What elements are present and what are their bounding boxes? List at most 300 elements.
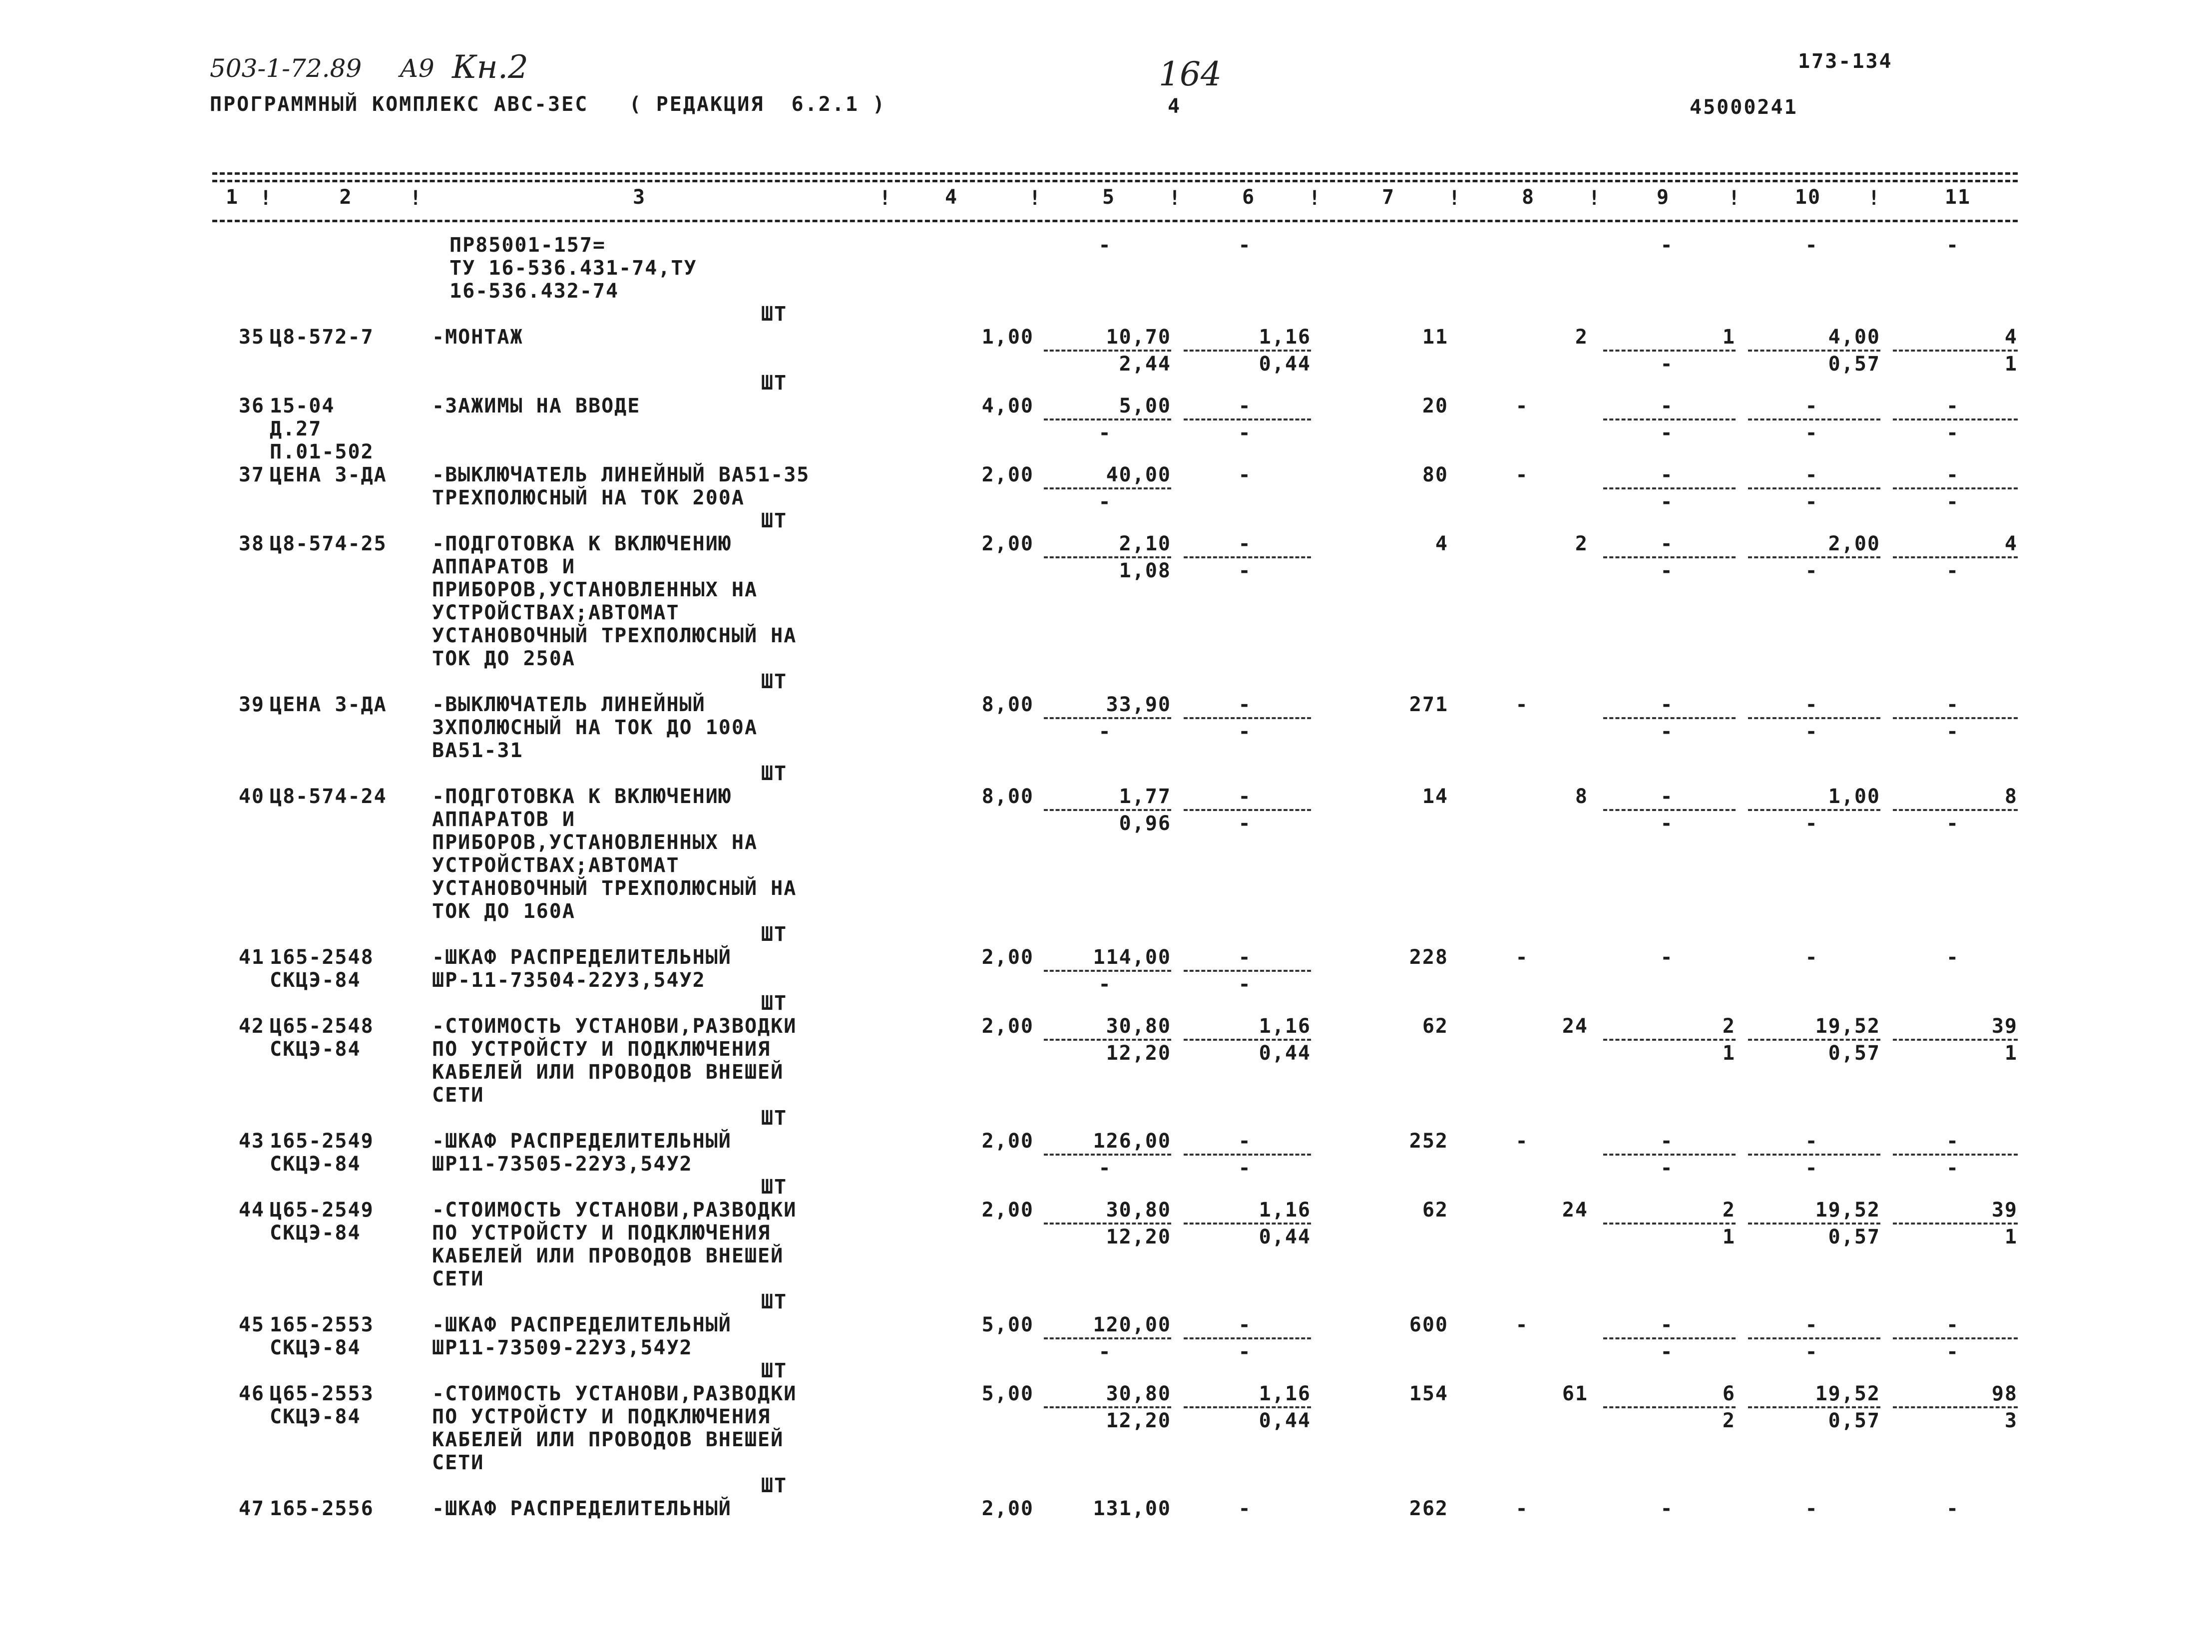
row-divider-c6 [1184,350,1311,352]
row-c9: - [1660,532,1674,555]
row-divider-c9 [1603,1223,1736,1225]
carry-mark-c6: - [1238,234,1252,257]
row-c7: 11 [1422,326,1448,349]
row-divider-c10 [1748,717,1880,719]
row-divider-c10 [1748,418,1880,420]
row-c6: 1,16 [1259,1199,1311,1222]
row-c5: 126,00 [1093,1130,1171,1153]
row-quantity: 5,00 [981,1382,1034,1405]
carry-text-line: ПР85001-157= [449,234,606,257]
row-code: Ц8-574-25 [270,532,387,555]
row-divider-c9 [1603,717,1736,719]
row-c8: - [1515,1497,1529,1520]
row-code: 165-2553 [270,1313,374,1336]
row-c9: - [1660,463,1674,486]
column-header-4: 4 [944,186,958,209]
row-c11-second: 1 [2004,1042,2018,1065]
row-c11: - [1946,1497,1960,1520]
row-c11: - [1946,946,1960,969]
row-quantity: 2,00 [981,1130,1034,1153]
row-divider-c11 [1893,1337,2018,1339]
row-c10-second: - [1805,490,1818,513]
unit-label: ШТ [761,1107,788,1130]
row-c6: - [1238,463,1252,486]
row-divider-c6 [1184,1154,1311,1156]
row-divider-c10 [1748,1039,1880,1041]
row-divider-c11 [1893,717,2018,719]
row-name: -СТОИМОСТЬ УСТАНОВИ,РАЗВОДКИ [432,1382,797,1405]
column-header-5: 5 [1102,186,1116,209]
row-c7: 252 [1409,1130,1448,1153]
row-code: Ц65-2548 [270,1015,374,1038]
row-divider-c6 [1184,418,1311,420]
row-code: ЦЕНА 3-ДА [270,463,387,486]
row-c9-second: - [1660,812,1674,835]
row-divider-c6 [1184,809,1311,811]
row-divider-c5 [1044,350,1171,352]
row-c8: - [1515,1313,1529,1336]
row-c7: 62 [1422,1015,1448,1038]
row-divider-c9 [1603,1337,1736,1339]
column-separator: ! [879,187,892,210]
sheet-number: 4 [1168,95,1182,118]
row-c11-second: - [1946,490,1960,513]
row-name: АППАРАТОВ И [432,555,575,578]
row-c8: 2 [1575,532,1588,555]
row-c11: - [1946,395,1960,417]
column-header-11: 11 [1944,186,1971,209]
row-c10-second: - [1805,559,1818,582]
row-c9: - [1660,946,1674,969]
row-c8: - [1515,395,1529,417]
row-c8: 24 [1562,1199,1588,1222]
row-code: СКЦЭ-84 [270,1038,361,1061]
row-c8: 2 [1575,326,1588,349]
row-name: ПРИБОРОВ,УСТАНОВЛЕННЫХ НА [432,831,758,854]
row-code: Ц8-572-7 [270,326,374,349]
row-name: ШР-11-73504-22У3,54У2 [432,969,706,992]
row-name: КАБЕЛЕЙ ИЛИ ПРОВОДОВ ВНЕШЕЙ [432,1428,784,1451]
row-c11-second: - [1946,1157,1960,1180]
row-quantity: 4,00 [981,395,1034,417]
row-number: 37 [238,463,265,486]
row-code: 165-2556 [270,1497,374,1520]
row-divider-c9 [1603,1406,1736,1408]
row-name: ПО УСТРОЙСТУ И ПОДКЛЮЧЕНИЯ [432,1405,771,1428]
row-c11-second: - [1946,559,1960,582]
row-quantity: 2,00 [981,1199,1034,1222]
row-c5: 120,00 [1093,1313,1171,1336]
row-name: ТРЕХПОЛЮСНЫЙ НА ТОК 200А [432,486,745,509]
row-c9: - [1660,785,1674,808]
row-c5: 131,00 [1093,1497,1171,1520]
row-c6-second: - [1238,1340,1252,1363]
row-c9-second: - [1660,559,1674,582]
row-name: -ШКАФ РАСПРЕДЕЛИТЕЛЬНЫЙ [432,1130,732,1153]
row-c9: - [1660,693,1674,716]
row-c5-second: - [1098,720,1112,743]
row-divider-c6 [1184,1406,1311,1408]
row-c5: 10,70 [1106,326,1171,349]
row-c8: - [1515,946,1529,969]
row-c5: 40,00 [1106,463,1171,486]
row-c5-second: 12,20 [1106,1042,1171,1065]
row-c9-second: 1 [1722,1042,1736,1065]
carry-mark-c11: - [1946,234,1960,257]
row-code: 165-2548 [270,946,374,969]
row-name: ПРИБОРОВ,УСТАНОВЛЕННЫХ НА [432,578,758,601]
unit-label: ШТ [761,372,788,395]
column-separator: ! [1868,187,1881,210]
row-quantity: 8,00 [981,785,1034,808]
row-name: АППАРАТОВ И [432,808,575,831]
row-divider-c9 [1603,556,1736,558]
row-name: -ВЫКЛЮЧАТЕЛЬ ЛИНЕЙНЫЙ [432,693,706,716]
row-divider-c9 [1603,350,1736,352]
row-name: -СТОИМОСТЬ УСТАНОВИ,РАЗВОДКИ [432,1199,797,1222]
row-c6-second: - [1238,559,1252,582]
row-divider-c6 [1184,717,1311,719]
row-divider-c5 [1044,1406,1171,1408]
row-divider-c10 [1748,809,1880,811]
row-c5-second: - [1098,973,1112,996]
row-c9-second: - [1660,421,1674,444]
row-divider-c5 [1044,556,1171,558]
row-c5-second: 12,20 [1106,1226,1171,1248]
row-c9-second: - [1660,720,1674,743]
row-c9-second: 1 [1722,1226,1736,1248]
row-name: УСТАНОВОЧНЫЙ ТРЕХПОЛЮСНЫЙ НА [432,877,797,900]
row-number: 38 [238,532,265,555]
row-c7: 271 [1409,693,1448,716]
row-c10-second: - [1805,812,1818,835]
document-id: 45000241 [1690,96,1798,119]
row-c6: - [1238,785,1252,808]
row-c5: 2,10 [1119,532,1171,555]
row-c5-second: 1,08 [1119,559,1171,582]
column-separator: ! [1169,187,1182,210]
row-c10: - [1805,1130,1818,1153]
row-c9-second: - [1660,490,1674,513]
row-c8: - [1515,1130,1529,1153]
row-c7: 262 [1409,1497,1448,1520]
row-divider-c5 [1044,970,1171,972]
row-name: 3ХПОЛЮСНЫЙ НА ТОК ДО 100А [432,716,758,739]
table-header-rule [212,220,2018,222]
row-quantity: 2,00 [981,532,1034,555]
row-quantity: 1,00 [981,326,1034,349]
row-c6: - [1238,1130,1252,1153]
column-separator: ! [410,187,423,210]
row-c9: - [1660,1130,1674,1153]
column-header-2: 2 [339,186,353,209]
row-c6-second: 0,44 [1259,1409,1311,1432]
row-c10: - [1805,693,1818,716]
row-divider-c6 [1184,556,1311,558]
row-name: ВА51-31 [432,739,523,762]
row-c9-second: 2 [1722,1409,1736,1432]
row-code: СКЦЭ-84 [270,1153,361,1176]
row-divider-c11 [1893,1223,2018,1225]
row-c10: - [1805,1497,1818,1520]
row-divider-c5 [1044,1154,1171,1156]
row-divider-c10 [1748,1337,1880,1339]
row-quantity: 8,00 [981,693,1034,716]
row-code: СКЦЭ-84 [270,1405,361,1428]
row-c9: 2 [1722,1199,1736,1222]
row-name: -ЗАЖИМЫ НА ВВОДЕ [432,395,641,417]
row-number: 42 [238,1015,265,1038]
row-name: -ПОДГОТОВКА К ВКЛЮЧЕНИЮ [432,785,732,808]
row-name: УСТРОЙСТВАХ;АВТОМАТ [432,854,680,877]
row-c11-second: 1 [2004,1226,2018,1248]
row-c6-second: 0,44 [1259,1226,1311,1248]
row-c10: 4,00 [1828,326,1880,349]
row-divider-c5 [1044,1337,1171,1339]
row-c10: 19,52 [1815,1015,1880,1038]
row-c6-second: - [1238,812,1252,835]
row-divider-c11 [1893,809,2018,811]
row-divider-c9 [1603,487,1736,489]
row-c8: 61 [1562,1382,1588,1405]
row-name: -МОНТАЖ [432,326,523,349]
row-name: -СТОИМОСТЬ УСТАНОВИ,РАЗВОДКИ [432,1015,797,1038]
unit-label: ШТ [761,1290,788,1313]
row-c10: 19,52 [1815,1382,1880,1405]
row-name: ТОК ДО 250А [432,647,575,670]
row-c10-second: 0,57 [1828,353,1880,376]
row-number: 47 [238,1497,265,1520]
row-c7: 228 [1409,946,1448,969]
row-name: -ШКАФ РАСПРЕДЕЛИТЕЛЬНЫЙ [432,946,732,969]
row-code: СКЦЭ-84 [270,1222,361,1244]
carry-mark-c10: - [1805,234,1818,257]
row-divider-c5 [1044,487,1171,489]
row-c6-second: 0,44 [1259,1042,1311,1065]
row-c9-second: - [1660,1157,1674,1180]
row-c10: - [1805,395,1818,417]
row-c9-second: - [1660,353,1674,376]
unit-label: ШТ [761,992,788,1015]
table-top-rule-2 [212,180,2018,182]
row-name: -ШКАФ РАСПРЕДЕЛИТЕЛЬНЫЙ [432,1497,732,1520]
row-code: Д.27 [270,417,322,440]
row-c6-second: - [1238,973,1252,996]
row-c11: 39 [1991,1015,2018,1038]
row-c5: 114,00 [1093,946,1171,969]
row-quantity: 2,00 [981,946,1034,969]
row-c11: - [1946,1313,1960,1336]
row-number: 41 [238,946,265,969]
row-divider-c11 [1893,1154,2018,1156]
row-divider-c11 [1893,487,2018,489]
unit-label: ШТ [761,303,788,326]
row-c6-second: 0,44 [1259,353,1311,376]
row-c11: 4 [2004,532,2018,555]
row-c11: 39 [1991,1199,2018,1222]
column-header-3: 3 [632,186,646,209]
page-number-handwritten: 164 [1159,55,1222,93]
row-divider-c10 [1748,556,1880,558]
row-c10-second: 0,57 [1828,1409,1880,1432]
row-c7: 154 [1409,1382,1448,1405]
row-number: 44 [238,1199,265,1222]
code-right: 173-134 [1798,50,1893,73]
row-name: УСТРОЙСТВАХ;АВТОМАТ [432,601,680,624]
row-c5: 30,80 [1106,1382,1171,1405]
row-c11: - [1946,693,1960,716]
row-c5-second: 2,44 [1119,353,1171,376]
column-header-7: 7 [1381,186,1395,209]
carry-mark-c5: - [1098,234,1112,257]
row-c10: - [1805,946,1818,969]
row-divider-c5 [1044,717,1171,719]
column-header-10: 10 [1794,186,1821,209]
carry-text-line: 16-536.432-74 [449,280,619,303]
row-c9: 1 [1722,326,1736,349]
row-c9: - [1660,1313,1674,1336]
row-c7: 4 [1435,532,1448,555]
row-divider-c9 [1603,809,1736,811]
row-divider-c5 [1044,418,1171,420]
row-name: СЕТИ [432,1451,484,1474]
row-number: 39 [238,693,265,716]
row-code: СКЦЭ-84 [270,969,361,992]
row-c10-second: - [1805,1340,1818,1363]
row-c11: 4 [2004,326,2018,349]
row-c6: - [1238,532,1252,555]
row-c6: 1,16 [1259,1015,1311,1038]
row-c9: 6 [1722,1382,1736,1405]
row-quantity: 5,00 [981,1313,1034,1336]
row-c5: 1,77 [1119,785,1171,808]
doc-code: 503-1-72.89 [210,54,362,83]
row-name: УСТАНОВОЧНЫЙ ТРЕХПОЛЮСНЫЙ НА [432,624,797,647]
carry-text-line: ТУ 16-536.431-74,ТУ [449,257,697,280]
row-c5-second: - [1098,1340,1112,1363]
row-name: СЕТИ [432,1084,484,1107]
row-c6-second: - [1238,421,1252,444]
unit-label: ШТ [761,509,788,532]
row-c6: - [1238,693,1252,716]
row-name: ШР11-73505-22У3,54У2 [432,1153,693,1176]
row-name: ТОК ДО 160А [432,900,575,923]
row-c10-second: - [1805,720,1818,743]
row-quantity: 2,00 [981,463,1034,486]
row-c5-second: 12,20 [1106,1409,1171,1432]
row-code: 165-2549 [270,1130,374,1153]
row-c11-second: - [1946,812,1960,835]
row-number: 36 [238,395,265,417]
row-c5-second: - [1098,490,1112,513]
row-name: -ШКАФ РАСПРЕДЕЛИТЕЛЬНЫЙ [432,1313,732,1336]
row-name: СЕТИ [432,1267,484,1290]
row-c10: - [1805,463,1818,486]
unit-label: ШТ [761,923,788,946]
column-separator: ! [1728,187,1742,210]
row-c5: 30,80 [1106,1199,1171,1222]
row-c5: 5,00 [1119,395,1171,417]
row-quantity: 2,00 [981,1497,1034,1520]
row-name: ПО УСТРОЙСТУ И ПОДКЛЮЧЕНИЯ [432,1222,771,1244]
row-c10-second: 0,57 [1828,1226,1880,1248]
unit-label: ШТ [761,1176,788,1199]
row-c6: - [1238,946,1252,969]
row-name: ШР11-73509-22У3,54У2 [432,1336,693,1359]
unit-label: ШТ [761,1474,788,1497]
row-divider-c11 [1893,556,2018,558]
row-c8: - [1515,693,1529,716]
row-c11: 98 [1991,1382,2018,1405]
row-divider-c6 [1184,1039,1311,1041]
row-code: СКЦЭ-84 [270,1336,361,1359]
row-divider-c5 [1044,1223,1171,1225]
row-divider-c6 [1184,1337,1311,1339]
row-c11-second: 3 [2004,1409,2018,1432]
column-header-6: 6 [1242,186,1256,209]
row-c10: 2,00 [1828,532,1880,555]
row-name: -ВЫКЛЮЧАТЕЛЬ ЛИНЕЙНЫЙ ВА51-35 [432,463,810,486]
row-c5-second: 0,96 [1119,812,1171,835]
row-number: 35 [238,326,265,349]
carry-mark-c9: - [1660,234,1674,257]
row-c11-second: 1 [2004,353,2018,376]
column-separator: ! [1588,187,1602,210]
column-separator: ! [260,187,273,210]
row-c6-second: - [1238,1157,1252,1180]
row-c6: 1,16 [1259,1382,1311,1405]
row-divider-c9 [1603,1154,1736,1156]
row-divider-c11 [1893,1039,2018,1041]
column-header-9: 9 [1656,186,1670,209]
row-number: 43 [238,1130,265,1153]
row-c6: - [1238,395,1252,417]
row-c11-second: - [1946,1340,1960,1363]
row-c5-second: - [1098,421,1112,444]
column-header-1: 1 [225,186,239,209]
row-c6-second: - [1238,720,1252,743]
row-code: ЦЕНА 3-ДА [270,693,387,716]
program-line: ПРОГРАММНЫЙ КОМПЛЕКС АВС-3ЕС ( РЕДАКЦИЯ 6.2.1 ) [210,93,886,116]
row-c5: 30,80 [1106,1015,1171,1038]
row-c6: - [1238,1497,1252,1520]
row-divider-c10 [1748,1154,1880,1156]
row-name: КАБЕЛЕЙ ИЛИ ПРОВОДОВ ВНЕШЕЙ [432,1061,784,1084]
row-divider-c10 [1748,1406,1880,1408]
row-divider-c5 [1044,809,1171,811]
row-c7: 20 [1422,395,1448,417]
row-name: ПО УСТРОЙСТУ И ПОДКЛЮЧЕНИЯ [432,1038,771,1061]
table-top-rule [212,172,2018,175]
row-c7: 80 [1422,463,1448,486]
row-number: 46 [238,1382,265,1405]
row-c7: 600 [1409,1313,1448,1336]
row-c10: 19,52 [1815,1199,1880,1222]
row-c9: - [1660,1497,1674,1520]
row-divider-c10 [1748,350,1880,352]
row-code: 15-04 [270,395,335,417]
row-c11-second: - [1946,421,1960,444]
row-c9: 2 [1722,1015,1736,1038]
column-header-8: 8 [1521,186,1535,209]
row-c9-second: - [1660,1340,1674,1363]
row-divider-c10 [1748,487,1880,489]
row-c10-second: 0,57 [1828,1042,1880,1065]
row-c11: - [1946,463,1960,486]
row-c5: 33,90 [1106,693,1171,716]
row-code: Ц8-574-24 [270,785,387,808]
row-c9: - [1660,395,1674,417]
